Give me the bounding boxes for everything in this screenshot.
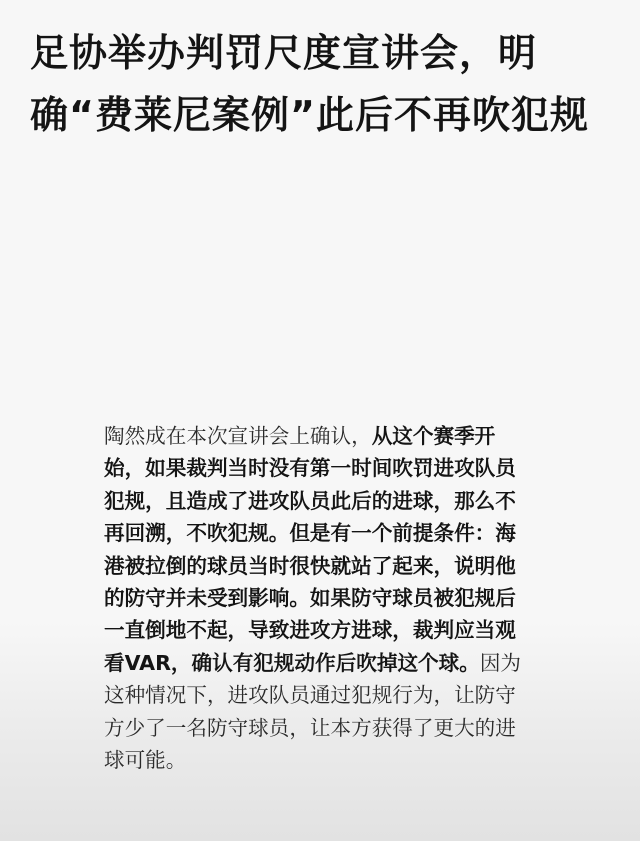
article-byline — [52, 238, 252, 256]
article-text-bold: 从这个赛季开始，如果裁判当时没有第一时间吹罚进攻队员犯规，且造成了进攻队员此后的进球，那么不再回溯，不吹犯规。但是有一个前提条件：海港被拉倒的球员当时很快就站了起来，说明他的防守并未受到影响。如果防守球员被犯规后一直倒地不起，导致进攻方进球，裁判应当观看VAR，确认有犯规动作后吹掉这个球。 — [104, 424, 516, 675]
article-headline: 足协举办判罚尺度宣讲会，明确“费莱尼案例”此后不再吹犯规 — [30, 31, 589, 137]
article-text-regular-end: 因为这种情况下，进攻队员通过犯规行为，让防守方少了一名防守球员，让本方获得了更大的进球可能。 — [104, 650, 522, 773]
article-text-regular: 陶然成在本次宣讲会上确认， — [104, 424, 372, 448]
article-paragraph — [104, 420, 534, 776]
